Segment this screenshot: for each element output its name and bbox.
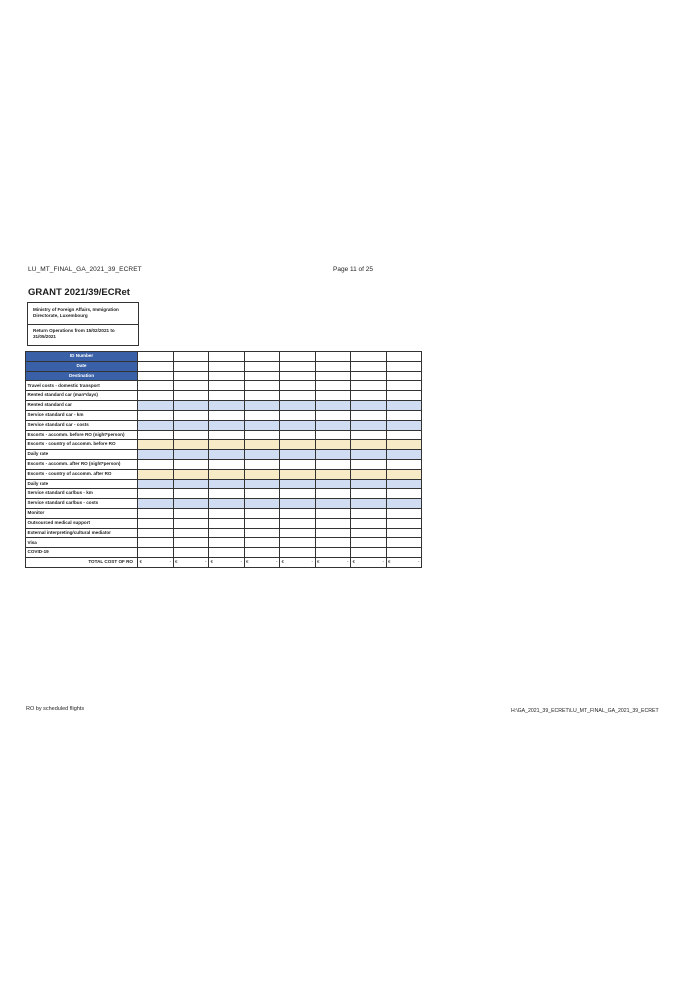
value-cell[interactable] [315, 450, 351, 460]
value-cell[interactable] [173, 548, 209, 558]
value-cell[interactable] [386, 528, 422, 538]
value-cell[interactable] [138, 401, 174, 411]
value-cell[interactable] [315, 548, 351, 558]
value-cell[interactable] [138, 420, 174, 430]
row-label: Travel costs - domestic transport [26, 381, 138, 391]
value-cell[interactable] [244, 499, 280, 509]
value-cell[interactable] [138, 528, 174, 538]
value-cell[interactable] [173, 430, 209, 440]
value-cell[interactable] [209, 518, 245, 528]
value-cell[interactable] [315, 528, 351, 538]
value-cell[interactable] [386, 469, 422, 479]
header-row [26, 352, 422, 362]
row-label: Rented standard car (man*days) [26, 391, 138, 401]
return-operations-period: Return Operations from 15/02/2021 to 31/05/2021 [33, 328, 115, 339]
value-cell[interactable] [138, 538, 174, 548]
value-cell[interactable] [386, 518, 422, 528]
value-cell[interactable] [209, 391, 245, 401]
value-cell[interactable] [244, 489, 280, 499]
value-cell[interactable] [244, 548, 280, 558]
value-cell[interactable] [173, 469, 209, 479]
total-cell [280, 558, 316, 568]
value-cell[interactable] [315, 479, 351, 489]
value-cell[interactable] [244, 450, 280, 460]
value-cell[interactable] [315, 509, 351, 519]
value-cell[interactable] [351, 440, 387, 450]
input-cell[interactable] [173, 361, 209, 371]
total-value: - [276, 559, 278, 565]
value-cell[interactable] [280, 469, 316, 479]
file-path: H:\GA_2021_39_ECRET\LU_MT_FINAL_GA_2021_39_ECRET [511, 708, 659, 714]
table-row [26, 538, 422, 548]
row-label: Outsourced medical support [26, 518, 138, 528]
value-cell[interactable] [138, 430, 174, 440]
value-cell[interactable] [351, 509, 387, 519]
table-row [26, 499, 422, 509]
value-cell[interactable] [209, 459, 245, 469]
footer-note: RO by scheduled flights [26, 706, 85, 712]
table-row [26, 450, 422, 460]
input-cell[interactable] [280, 371, 316, 381]
cost-table [25, 351, 422, 568]
input-cell[interactable] [386, 371, 422, 381]
table-row [26, 440, 422, 450]
value-cell[interactable] [280, 459, 316, 469]
value-cell[interactable] [138, 440, 174, 450]
value-cell[interactable] [173, 381, 209, 391]
input-cell[interactable] [315, 371, 351, 381]
input-cell[interactable] [280, 352, 316, 362]
total-row [26, 558, 422, 568]
value-cell[interactable] [315, 538, 351, 548]
header-row [26, 361, 422, 371]
row-label: Visa [26, 538, 138, 548]
table-row [26, 469, 422, 479]
total-value: - [240, 559, 242, 565]
value-cell[interactable] [244, 440, 280, 450]
value-cell[interactable] [280, 401, 316, 411]
input-cell[interactable] [138, 361, 174, 371]
value-cell[interactable] [244, 391, 280, 401]
value-cell[interactable] [351, 450, 387, 460]
input-cell[interactable] [315, 352, 351, 362]
total-value: - [205, 559, 207, 565]
value-cell[interactable] [351, 548, 387, 558]
value-cell[interactable] [209, 479, 245, 489]
value-cell[interactable] [315, 391, 351, 401]
document-reference: LU_MT_FINAL_GA_2021_39_ECRET [28, 266, 142, 273]
value-cell[interactable] [138, 469, 174, 479]
value-cell[interactable] [209, 420, 245, 430]
value-cell[interactable] [386, 489, 422, 499]
input-cell[interactable] [351, 352, 387, 362]
value-cell[interactable] [138, 489, 174, 499]
table-row [26, 548, 422, 558]
value-cell[interactable] [209, 401, 245, 411]
value-cell[interactable] [386, 391, 422, 401]
total-value: - [347, 559, 349, 565]
value-cell[interactable] [138, 509, 174, 519]
value-cell[interactable] [280, 440, 316, 450]
value-cell[interactable] [315, 440, 351, 450]
value-cell[interactable] [244, 401, 280, 411]
value-cell[interactable] [173, 518, 209, 528]
table-row [26, 459, 422, 469]
table-row [26, 479, 422, 489]
value-cell[interactable] [138, 518, 174, 528]
ministry-name: Ministry of Foreign Affairs, Immigration Directorate, Luxembourg [28, 303, 138, 325]
table-row [26, 509, 422, 519]
value-cell[interactable] [351, 410, 387, 420]
total-value: - [169, 559, 171, 565]
value-cell[interactable] [351, 518, 387, 528]
value-cell[interactable] [351, 391, 387, 401]
value-cell[interactable] [244, 381, 280, 391]
input-cell[interactable] [209, 352, 245, 362]
currency-symbol: € [388, 559, 391, 565]
value-cell[interactable] [280, 499, 316, 509]
input-cell[interactable] [209, 361, 245, 371]
table-row [26, 420, 422, 430]
value-cell[interactable] [173, 509, 209, 519]
value-cell[interactable] [138, 381, 174, 391]
value-cell[interactable] [351, 489, 387, 499]
value-cell[interactable] [173, 459, 209, 469]
value-cell[interactable] [351, 459, 387, 469]
value-cell[interactable] [244, 538, 280, 548]
row-label: Escorts - country of accomm. after RO [26, 469, 138, 479]
value-cell[interactable] [138, 479, 174, 489]
row-label: Service standard car/bus - km [26, 489, 138, 499]
value-cell[interactable] [244, 459, 280, 469]
currency-symbol: € [210, 559, 213, 565]
row-label: Escorts - country of accomm. before RO [26, 440, 138, 450]
value-cell[interactable] [280, 410, 316, 420]
value-cell[interactable] [386, 459, 422, 469]
total-cell [315, 558, 351, 568]
value-cell[interactable] [386, 509, 422, 519]
value-cell[interactable] [386, 548, 422, 558]
value-cell[interactable] [315, 430, 351, 440]
total-cell [244, 558, 280, 568]
value-cell[interactable] [209, 410, 245, 420]
value-cell[interactable] [173, 450, 209, 460]
total-value: - [418, 559, 420, 565]
value-cell[interactable] [315, 410, 351, 420]
row-label: Escorts - accomm. after RO (night*person) [26, 459, 138, 469]
total-cell [351, 558, 387, 568]
input-cell[interactable] [386, 352, 422, 362]
value-cell[interactable] [386, 381, 422, 391]
value-cell[interactable] [280, 479, 316, 489]
value-cell[interactable] [244, 430, 280, 440]
value-cell[interactable] [386, 479, 422, 489]
value-cell[interactable] [209, 430, 245, 440]
value-cell[interactable] [209, 509, 245, 519]
currency-symbol: € [246, 559, 249, 565]
value-cell[interactable] [386, 538, 422, 548]
value-cell[interactable] [138, 548, 174, 558]
value-cell[interactable] [280, 420, 316, 430]
value-cell[interactable] [351, 430, 387, 440]
input-cell[interactable] [138, 371, 174, 381]
value-cell[interactable] [138, 410, 174, 420]
value-cell[interactable] [280, 518, 316, 528]
total-label: TOTAL COST OF RO [26, 558, 138, 568]
value-cell[interactable] [315, 489, 351, 499]
row-label: Service standard car - km [26, 410, 138, 420]
value-cell[interactable] [280, 528, 316, 538]
row-label: Rented standard car [26, 401, 138, 411]
currency-symbol: € [281, 559, 284, 565]
total-value: - [311, 559, 313, 565]
value-cell[interactable] [138, 459, 174, 469]
value-cell[interactable] [209, 489, 245, 499]
table-row [26, 489, 422, 499]
input-cell[interactable] [351, 371, 387, 381]
value-cell[interactable] [173, 420, 209, 430]
table-row [26, 430, 422, 440]
value-cell[interactable] [244, 518, 280, 528]
input-cell[interactable] [244, 361, 280, 371]
value-cell[interactable] [280, 509, 316, 519]
value-cell[interactable] [351, 469, 387, 479]
value-cell[interactable] [173, 401, 209, 411]
value-cell[interactable] [209, 548, 245, 558]
table-row [26, 528, 422, 538]
value-cell[interactable] [173, 538, 209, 548]
value-cell[interactable] [315, 518, 351, 528]
value-cell[interactable] [209, 538, 245, 548]
value-cell[interactable] [351, 499, 387, 509]
total-cell [209, 558, 245, 568]
value-cell[interactable] [244, 509, 280, 519]
table-row [26, 401, 422, 411]
value-cell[interactable] [173, 479, 209, 489]
table-row [26, 410, 422, 420]
input-cell[interactable] [173, 371, 209, 381]
total-value: - [382, 559, 384, 565]
header-label: Date [26, 361, 138, 371]
value-cell[interactable] [209, 381, 245, 391]
value-cell[interactable] [173, 499, 209, 509]
value-cell[interactable] [351, 381, 387, 391]
value-cell[interactable] [351, 538, 387, 548]
value-cell[interactable] [386, 499, 422, 509]
value-cell[interactable] [173, 410, 209, 420]
value-cell[interactable] [173, 440, 209, 450]
value-cell[interactable] [386, 420, 422, 430]
header-label: Destination [26, 371, 138, 381]
value-cell[interactable] [351, 479, 387, 489]
input-cell[interactable] [351, 361, 387, 371]
value-cell[interactable] [315, 459, 351, 469]
value-cell[interactable] [173, 528, 209, 538]
value-cell[interactable] [351, 401, 387, 411]
input-cell[interactable] [138, 352, 174, 362]
value-cell[interactable] [209, 528, 245, 538]
value-cell[interactable] [244, 410, 280, 420]
total-cell [386, 558, 422, 568]
info-box [27, 302, 139, 346]
value-cell[interactable] [386, 401, 422, 411]
value-cell[interactable] [244, 479, 280, 489]
value-cell[interactable] [280, 430, 316, 440]
value-cell[interactable] [315, 420, 351, 430]
value-cell[interactable] [315, 499, 351, 509]
input-cell[interactable] [386, 361, 422, 371]
row-label: COVID-19 [26, 548, 138, 558]
value-cell[interactable] [138, 450, 174, 460]
value-cell[interactable] [386, 430, 422, 440]
value-cell[interactable] [280, 548, 316, 558]
value-cell[interactable] [209, 440, 245, 450]
value-cell[interactable] [173, 391, 209, 401]
value-cell[interactable] [280, 450, 316, 460]
value-cell[interactable] [209, 469, 245, 479]
value-cell[interactable] [351, 420, 387, 430]
input-cell[interactable] [173, 352, 209, 362]
value-cell[interactable] [386, 410, 422, 420]
input-cell[interactable] [244, 371, 280, 381]
header-row [26, 371, 422, 381]
currency-symbol: € [352, 559, 355, 565]
value-cell[interactable] [386, 440, 422, 450]
input-cell[interactable] [315, 361, 351, 371]
total-cell [138, 558, 174, 568]
value-cell[interactable] [280, 538, 316, 548]
row-label: Service standard car/bus - costs [26, 499, 138, 509]
header-label: ID Number [26, 352, 138, 362]
row-label: Daily rate [26, 479, 138, 489]
value-cell[interactable] [244, 420, 280, 430]
value-cell[interactable] [315, 381, 351, 391]
currency-symbol: € [175, 559, 178, 565]
value-cell[interactable] [315, 401, 351, 411]
value-cell[interactable] [138, 391, 174, 401]
value-cell[interactable] [244, 528, 280, 538]
table-row [26, 381, 422, 391]
page-number: Page 11 of 25 [333, 266, 373, 273]
total-cell [173, 558, 209, 568]
value-cell[interactable] [173, 489, 209, 499]
value-cell[interactable] [209, 499, 245, 509]
value-cell[interactable] [386, 450, 422, 460]
row-label: Monitor [26, 509, 138, 519]
value-cell[interactable] [351, 528, 387, 538]
input-cell[interactable] [280, 361, 316, 371]
value-cell[interactable] [280, 489, 316, 499]
value-cell[interactable] [244, 469, 280, 479]
row-label: Escorts - accomm. before RO (night*person) [26, 430, 138, 440]
row-label: Service standard car - costs [26, 420, 138, 430]
row-label: External interpreting/cultural mediator [26, 528, 138, 538]
row-label: Daily rate [26, 450, 138, 460]
currency-symbol: € [139, 559, 142, 565]
value-cell[interactable] [138, 499, 174, 509]
value-cell[interactable] [280, 391, 316, 401]
currency-symbol: € [317, 559, 320, 565]
input-cell[interactable] [244, 352, 280, 362]
table-row [26, 518, 422, 528]
table-row [26, 391, 422, 401]
value-cell[interactable] [280, 381, 316, 391]
grant-title: GRANT 2021/39/ECRet [28, 287, 130, 298]
input-cell[interactable] [209, 371, 245, 381]
value-cell[interactable] [315, 469, 351, 479]
value-cell[interactable] [209, 450, 245, 460]
